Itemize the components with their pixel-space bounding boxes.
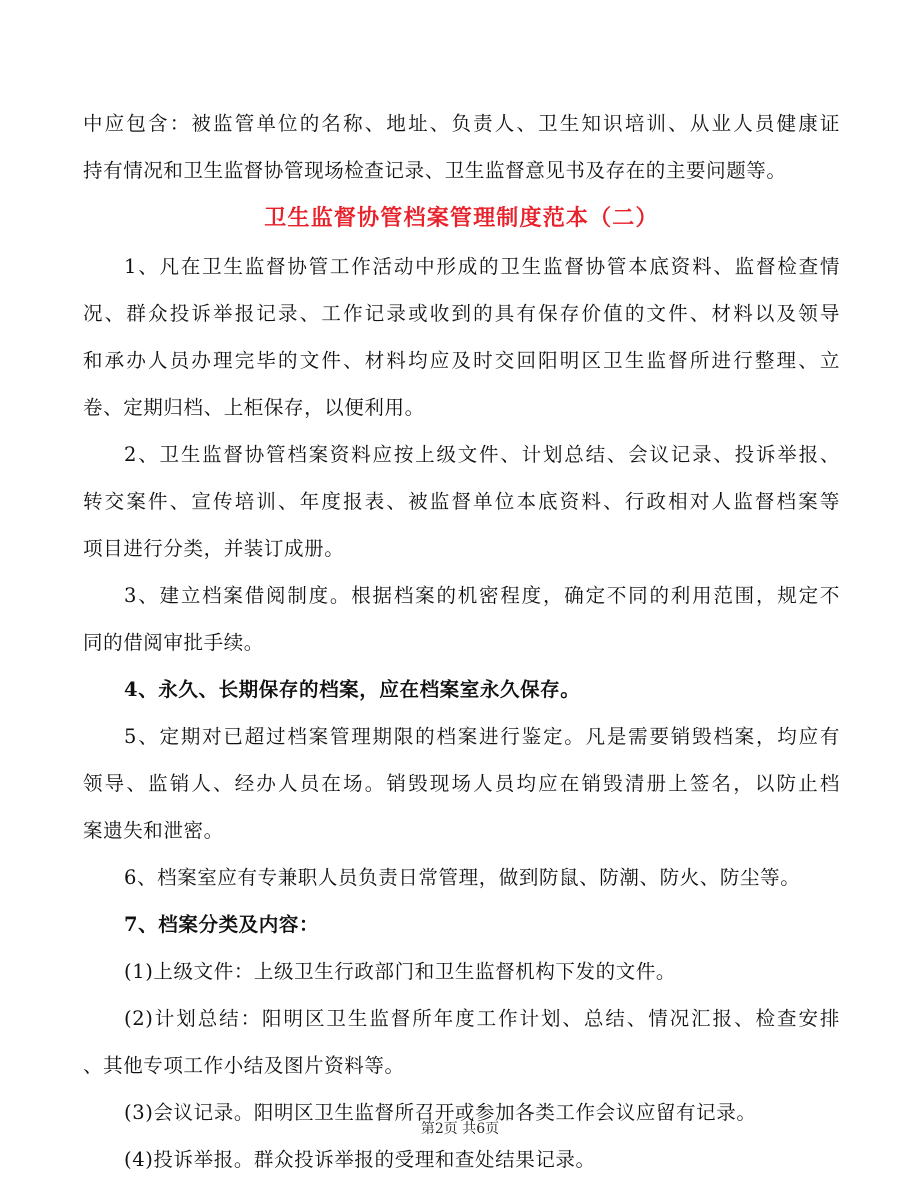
paragraph-line: (4)投诉举报。群众投诉举报的受理和查处结果记录。 <box>124 1148 596 1171</box>
item-7-2 <box>83 995 840 1089</box>
continuation-line: 持有情况和卫生监督协管现场检查记录、卫生监督意见书及存在的主要问题等。 <box>83 159 787 182</box>
continuation-line: 中应包含：被监管单位的名称、地址、负责人、卫生知识培训、从业人员健康证 <box>83 112 840 135</box>
paragraph-line: 项目进行分类，并装订成册。 <box>83 537 345 560</box>
item-4 <box>83 666 840 713</box>
paragraph-line: 况、群众投诉举报记录、工作记录或收到的具有保存价值的文件、材料以及领导 <box>83 302 840 325</box>
paragraph-line: 6、档案室应有专兼职人员负责日常管理，做到防鼠、防潮、防火、防尘等。 <box>124 866 801 889</box>
item-5 <box>83 713 840 854</box>
item-2 <box>83 431 840 572</box>
item-3 <box>83 572 840 666</box>
paragraph-line: 2、卫生监督协管档案资料应按上级文件、计划总结、会议记录、投诉举报、 <box>124 443 840 466</box>
paragraph-line: 7、档案分类及内容： <box>124 913 320 936</box>
item-7-1 <box>83 948 840 995</box>
paragraph-line: 1、凡在卫生监督协管工作活动中形成的卫生监督协管本底资料、监督检查情 <box>124 255 840 278</box>
paragraph-line: 5、定期对已超过档案管理期限的档案进行鉴定。凡是需要销毁档案，均应有 <box>124 725 840 748</box>
document-page <box>83 100 840 1183</box>
paragraph-line: 4、永久、长期保存的档案，应在档案室永久保存。 <box>124 678 581 701</box>
paragraph-line: 3、建立档案借阅制度。根据档案的机密程度，确定不同的利用范围，规定不 <box>124 584 840 607</box>
paragraph-line: (1)上级文件：上级卫生行政部门和卫生监督机构下发的文件。 <box>124 960 677 983</box>
item-6 <box>83 854 840 901</box>
item-1 <box>83 243 840 431</box>
section-title: 卫生监督协管档案管理制度范本（二） <box>264 206 659 231</box>
paragraph-line: (2)计划总结：阳明区卫生监督所年度工作计划、总结、情况汇报、检查安排 <box>124 1007 840 1030</box>
page-number: 第2页 共6页 <box>420 1121 500 1137</box>
item-7 <box>83 901 840 948</box>
paragraph-line: 转交案件、宣传培训、年度报表、被监督单位本底资料、行政相对人监督档案等 <box>83 490 840 513</box>
paragraph-line: 同的借阅审批手续。 <box>83 631 264 654</box>
item-7-4 <box>83 1136 840 1183</box>
paragraph-line: 、其他专项工作小结及图片资料等。 <box>83 1054 405 1077</box>
paragraph-line: (3)会议记录。阳明区卫生监督所召开或参加各类工作会议应留有记录。 <box>124 1101 757 1124</box>
paragraph-line: 卷、定期归档、上柜保存，以便利用。 <box>83 396 425 419</box>
paragraph-line: 案遗失和泄密。 <box>83 819 224 842</box>
paragraph-line: 和承办人员办理完毕的文件、材料均应及时交回阳明区卫生监督所进行整理、立 <box>83 349 840 372</box>
paragraph-line: 领导、监销人、经办人员在场。销毁现场人员均应在销毁清册上签名，以防止档 <box>83 772 840 795</box>
